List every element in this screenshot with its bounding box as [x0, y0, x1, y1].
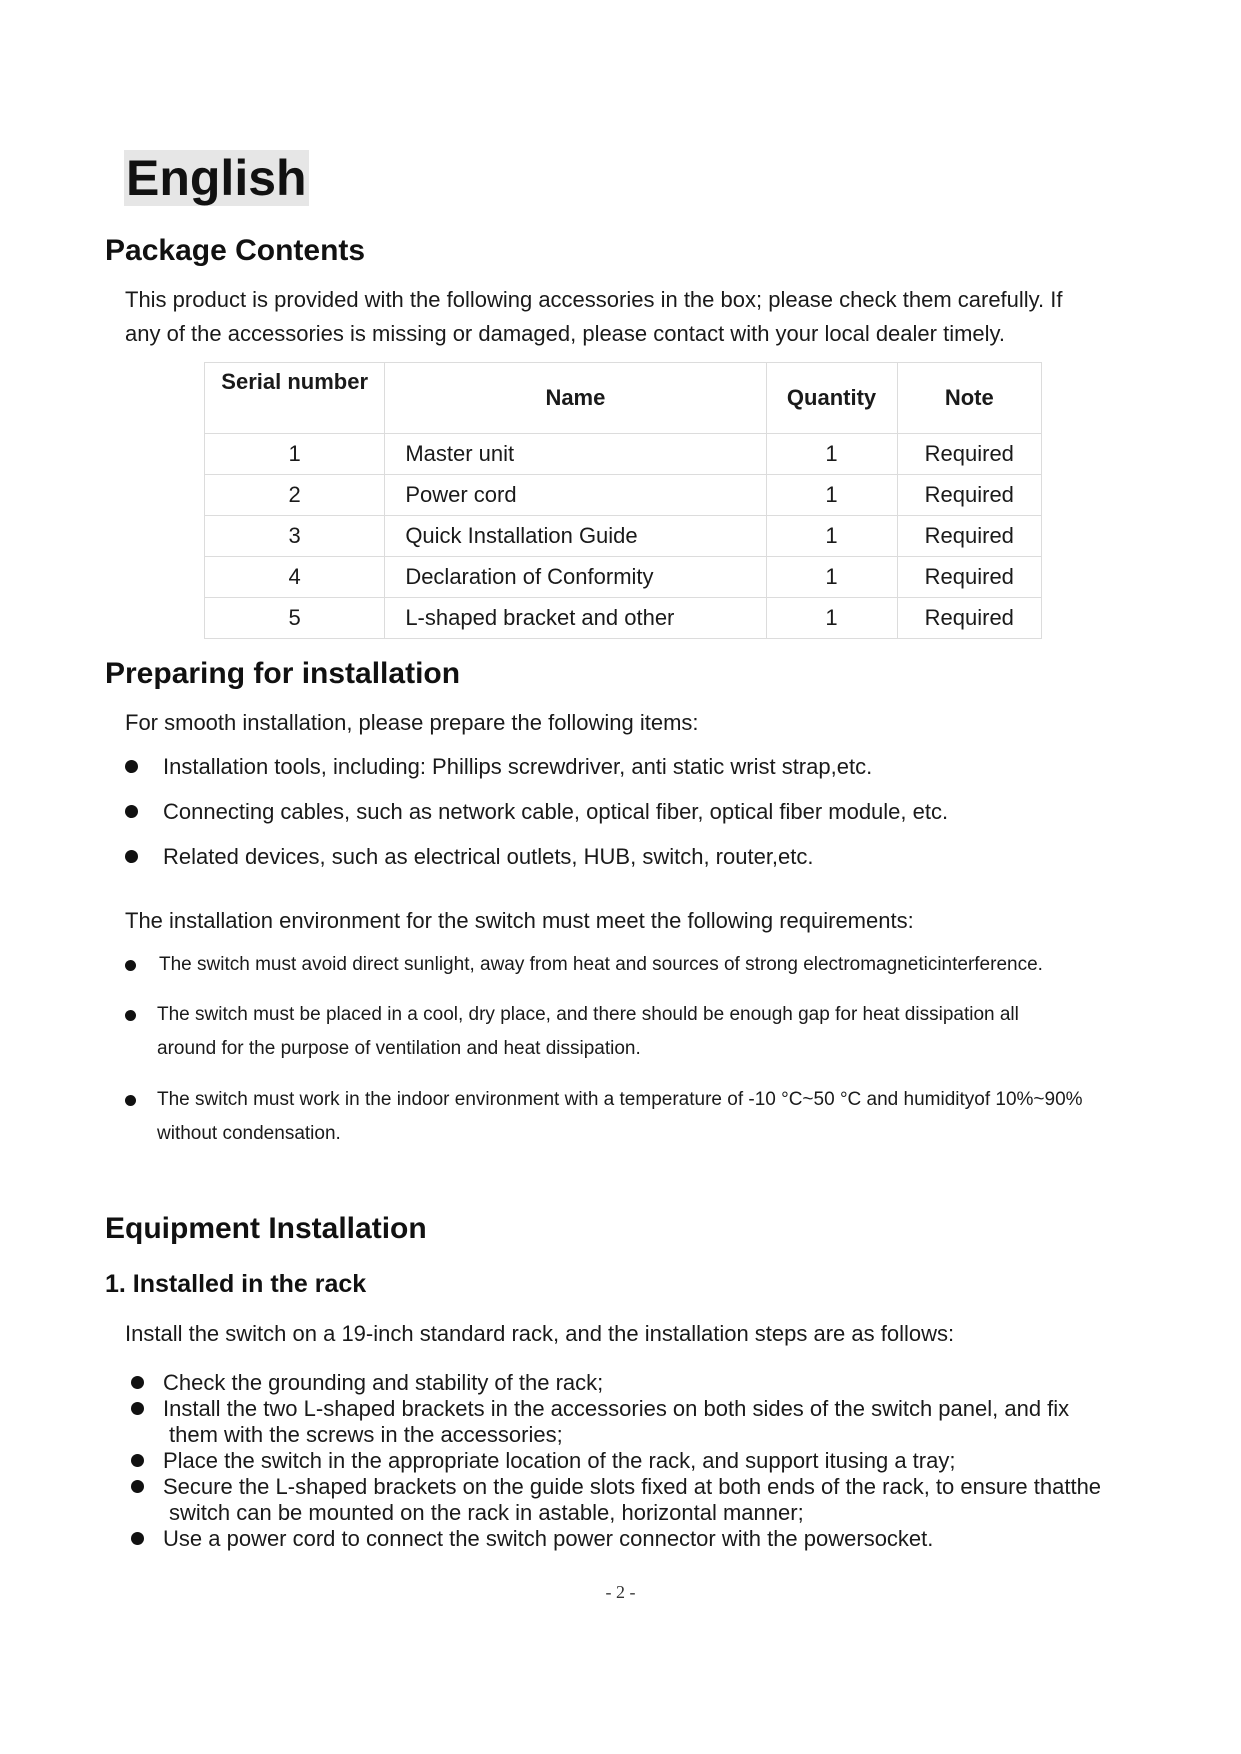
cell-name: L-shaped bracket and other — [385, 598, 766, 639]
prep-item: Connecting cables, such as network cable, optical fiber, optical fiber module, etc. — [163, 799, 949, 824]
cell-name: Quick Installation Guide — [385, 516, 766, 557]
cell-quantity: 1 — [766, 557, 897, 598]
env-item-line1: The switch must work in the indoor environment with a temperature of -10 °C~50 °C and humidityof 10%~90% — [157, 1089, 1083, 1110]
header-name: Name — [385, 363, 766, 434]
cell-quantity: 1 — [766, 475, 897, 516]
table-row — [205, 434, 1042, 475]
package-intro-line2: any of the accessories is missing or damaged, please contact with your local dealer timely. — [125, 321, 1006, 346]
install-step: Secure the L-shaped brackets on the guide slots fixed at both ends of the rack, to ensure thatthe — [163, 1474, 1102, 1499]
package-contents-table — [204, 362, 1042, 639]
bullet-icon — [125, 960, 136, 971]
page-number: - 2 - — [605, 1582, 636, 1602]
rack-subheading: 1. Installed in the rack — [105, 1270, 367, 1298]
install-step: Check the grounding and stability of the rack; — [163, 1370, 604, 1395]
preparing-intro: For smooth installation, please prepare the following items: — [125, 710, 699, 735]
rack-intro: Install the switch on a 19-inch standard rack, and the installation steps are as follows: — [125, 1321, 955, 1346]
cell-name: Master unit — [385, 434, 766, 475]
cell-serial: 3 — [205, 516, 385, 557]
cell-note: Required — [897, 598, 1041, 639]
install-step: Install the two L-shaped brackets in the accessories on both sides of the switch panel, and fix — [163, 1396, 1070, 1421]
environment-intro: The installation environment for the switch must meet the following requirements: — [125, 908, 914, 933]
cell-note: Required — [897, 516, 1041, 557]
table-row — [205, 516, 1042, 557]
table-row — [205, 598, 1042, 639]
cell-note: Required — [897, 434, 1041, 475]
bullet-icon — [131, 1454, 144, 1467]
cell-serial: 1 — [205, 434, 385, 475]
bullet-icon — [125, 760, 138, 773]
cell-quantity: 1 — [766, 516, 897, 557]
table-header-row — [205, 363, 1042, 434]
cell-note: Required — [897, 475, 1041, 516]
bullet-icon — [131, 1480, 144, 1493]
env-item-line2: around for the purpose of ventilation and heat dissipation. — [157, 1038, 641, 1059]
cell-quantity: 1 — [766, 434, 897, 475]
header-note: Note — [897, 363, 1041, 434]
env-item-line2: without condensation. — [157, 1123, 341, 1144]
bullet-icon — [125, 850, 138, 863]
install-step-cont: them with the screws in the accessories; — [169, 1422, 563, 1447]
table-row — [205, 557, 1042, 598]
cell-name: Power cord — [385, 475, 766, 516]
package-contents-heading: Package Contents — [105, 234, 366, 267]
bullet-icon — [125, 1010, 136, 1021]
install-step: Use a power cord to connect the switch power connector with the powersocket. — [163, 1526, 934, 1551]
cell-note: Required — [897, 557, 1041, 598]
equipment-heading: Equipment Installation — [105, 1212, 427, 1245]
bullet-icon — [131, 1376, 144, 1389]
table-row — [205, 475, 1042, 516]
bullet-icon — [131, 1402, 144, 1415]
env-item-line1: The switch must avoid direct sunlight, away from heat and sources of strong electromagneticinterference. — [159, 954, 1043, 975]
bullet-icon — [125, 1095, 136, 1106]
cell-quantity: 1 — [766, 598, 897, 639]
install-step-cont: switch can be mounted on the rack in astable, horizontal manner; — [169, 1500, 804, 1525]
preparing-heading: Preparing for installation — [105, 657, 461, 690]
cell-serial: 2 — [205, 475, 385, 516]
prep-item: Installation tools, including: Phillips screwdriver, anti static wrist strap,etc. — [163, 754, 873, 779]
cell-name: Declaration of Conformity — [385, 557, 766, 598]
package-intro-line1: This product is provided with the following accessories in the box; please check them carefully. If — [125, 287, 1063, 312]
language-title: English — [126, 150, 307, 206]
cell-serial: 4 — [205, 557, 385, 598]
bullet-icon — [131, 1532, 144, 1545]
cell-serial: 5 — [205, 598, 385, 639]
header-quantity: Quantity — [766, 363, 897, 434]
prep-item: Related devices, such as electrical outlets, HUB, switch, router,etc. — [163, 844, 814, 869]
install-step: Place the switch in the appropriate location of the rack, and support itusing a tray; — [163, 1448, 956, 1473]
header-serial: Serial number — [205, 363, 385, 434]
bullet-icon — [125, 805, 138, 818]
env-item-line1: The switch must be placed in a cool, dry place, and there should be enough gap for heat dissipation all — [157, 1004, 1019, 1025]
